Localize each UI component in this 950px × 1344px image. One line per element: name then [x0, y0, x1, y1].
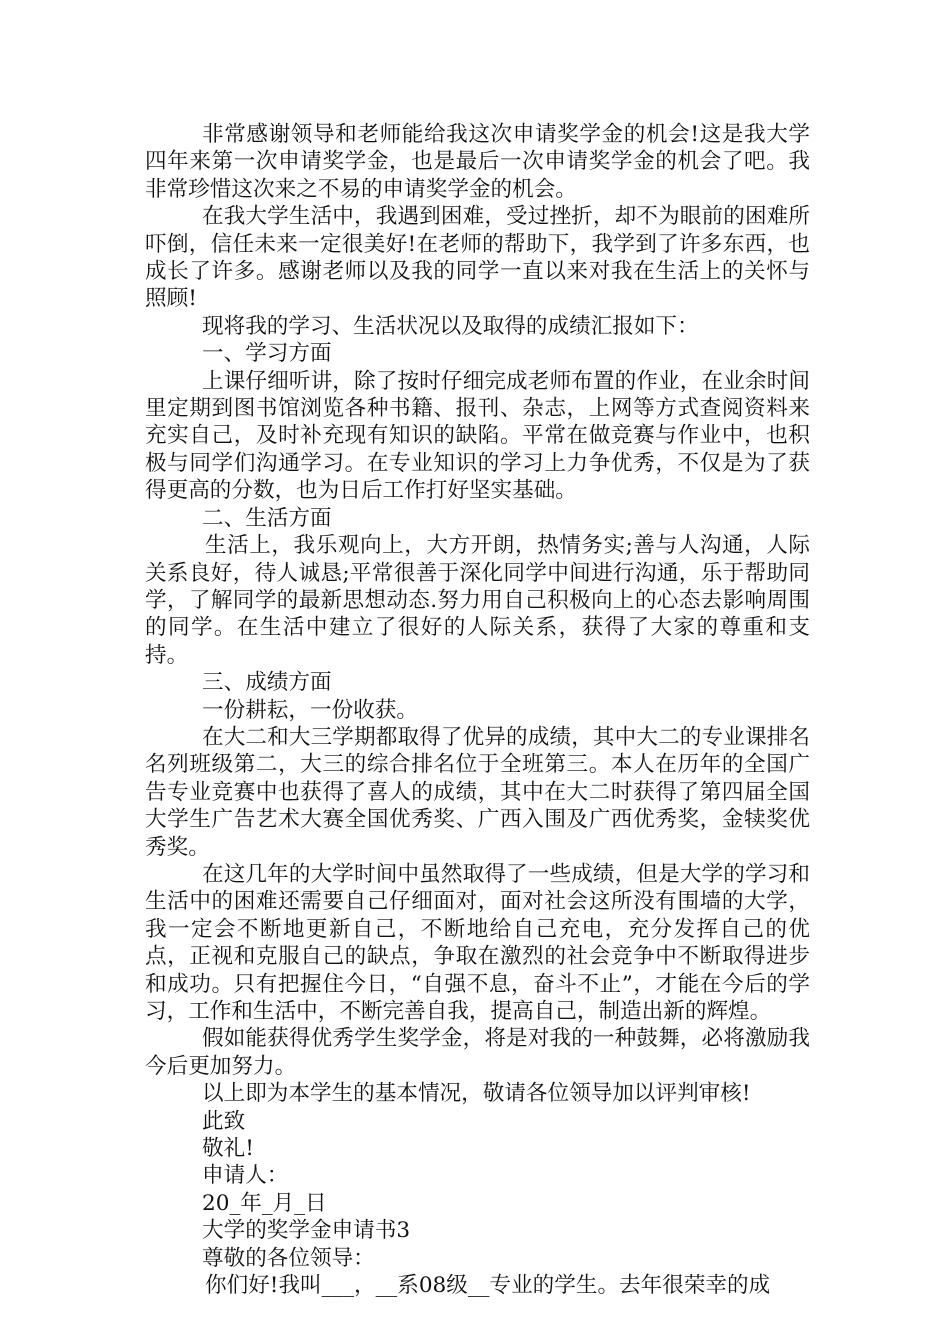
- heading-life: 二、生活方面: [202, 505, 332, 531]
- heading-achievements: 三、成绩方面: [202, 670, 332, 696]
- paragraph-harvest: 一份耕耘，一份收获。: [202, 697, 418, 723]
- greeting: 尊敬的各位领导：: [202, 1245, 375, 1271]
- paragraph-reflection: 在这几年的大学时间中虽然取得了一些成绩，但是大学的学习和生活中的困难还需要自己仔细面对，面对社会这所没有围墙的大学，我一定会不断地更新自己，不断地给自己充电，充分发挥自己的优点，正视和克服自己的缺点，争取在激烈的社会竞争中不断取得进步和成功。只有把握住今日，“自强不息，奋斗不止”，才能在今后的学习，工作和生活中，不断完善自我，提高自己，制造出新的辉煌。: [145, 861, 810, 1024]
- document-page: [145, 121, 810, 1299]
- date-line: 20_年_月_日: [202, 1190, 327, 1216]
- heading-study: 一、学习方面: [202, 341, 332, 367]
- paragraph-report-lead: 现将我的学习、生活状况以及取得的成绩汇报如下：: [202, 313, 699, 339]
- paragraph-growth: 在我大学生活中，我遇到困难，受过挫折，却不为眼前的困难所吓倒，信任未来一定很美好!在老师的帮助下，我学到了许多东西，也成长了许多。感谢老师以及我的同学一直以来对我在生活上的关怀与照顾!: [145, 204, 810, 312]
- salutation-cizhi: 此致: [202, 1108, 246, 1134]
- paragraph-awards: 在大二和大三学期都取得了优异的成绩，其中大二的专业课排名名列班级第二，大三的综合排名位于全班第三。本人在历年的全国广告专业竞赛中也获得了喜人的成绩，其中在大二时获得了第四届全国大学生广告艺术大赛全国优秀奖、广西入围及广西优秀奖，金犊奖优秀奖。: [145, 724, 810, 860]
- paragraph-study: 上课仔细听讲，除了按时仔细完成老师布置的作业，在业余时间里定期到图书馆浏览各种书籍、报刊、杂志，上网等方式查阅资料来充实自己，及时补充现有知识的缺陷。平常在做竞赛与作业中，也积极与同学们沟通学习。在专业知识的学习上力争优秀，不仅是为了获得更高的分数，也为日后工作打好坚实基础。: [145, 368, 810, 504]
- section-title: 大学的奖学金申请书3: [202, 1218, 411, 1244]
- paragraph-life: 生活上，我乐观向上，大方开朗，热情务实;善与人沟通，人际关系良好，待人诚恳;平常很善于深化同学中间进行沟通，乐于帮助同学，了解同学的最新思想动态.努力用自己积极向上的心态去影响周围的同学。在生活中建立了很好的人际关系，获得了大家的尊重和支持。: [145, 533, 810, 668]
- paragraph-closing: 以上即为本学生的基本情况，敬请各位领导加以评判审核!: [202, 1081, 751, 1107]
- applicant-label: 申请人：: [202, 1163, 289, 1189]
- salutation-jingli: 敬礼!: [202, 1136, 254, 1162]
- paragraph-hope: 假如能获得优秀学生奖学金，将是对我的一种鼓舞，必将激励我今后更加努力。: [145, 1026, 810, 1079]
- paragraph-intro: 非常感谢领导和老师能给我这次申请奖学金的机会!这是我大学四年来第一次申请奖学金，也是最后一次申请奖学金的机会了吧。我非常珍惜这次来之不易的申请奖学金的机会。: [145, 122, 810, 202]
- paragraph-opening: 你们好!我叫___，__系08级__专业的学生。去年很荣幸的成: [205, 1273, 771, 1299]
